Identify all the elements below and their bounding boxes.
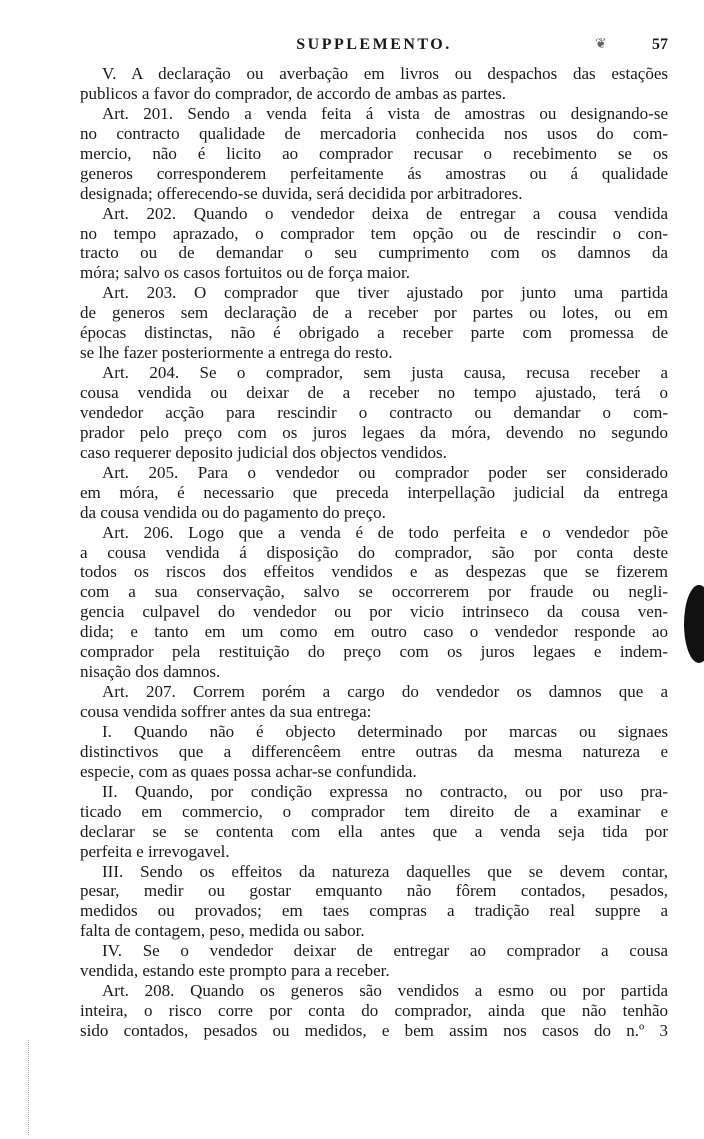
text-line: perfeita e irrevogavel. [80, 841, 230, 861]
text-line: falta de contagem, peso, medida ou sabor. [80, 921, 365, 941]
text-line: medidos ou provados; em taes compras a tradição real suppre a [80, 901, 668, 921]
text-line: Art. 205. Para o vendedor ou comprador poder ser considerado [102, 462, 668, 482]
text-line: épocas distinctas, não é obrigado a receber parte com promessa de [80, 323, 668, 343]
text-line: mercio, não é licito ao comprador recusar o recebimento se os [80, 143, 668, 163]
paragraph [80, 463, 668, 523]
text-line: Art. 204. Se o comprador, sem justa causa, recusa receber a [102, 363, 668, 383]
text-line: em móra, é necessario que preceda interpellação judicial da entrega [80, 482, 668, 502]
paragraph [80, 363, 668, 463]
page-number: 57 [652, 36, 668, 53]
text-line: se lhe fazer posteriormente a entrega do resto. [80, 343, 393, 363]
text-line: da cousa vendida ou do pagamento do preço. [80, 502, 386, 522]
text-line: especie, com as quaes possa achar-se confundida. [80, 761, 417, 781]
text-line: móra; salvo os casos fortuitos ou de força maior. [80, 263, 411, 283]
text-line: caso requerer deposito judicial dos objectos vendidos. [80, 442, 447, 462]
text-line: pesar, medir ou gostar emquanto não fôrem contados, pesados, [80, 881, 668, 901]
text-line: Art. 207. Correm porém a cargo do vendedor os damnos que a [102, 682, 668, 702]
text-line: dida; e tanto em um como em outro caso o vendedor responde ao [80, 622, 668, 642]
paragraph [80, 104, 668, 204]
text-line: ticado em commercio, o comprador tem direito de a examinar e [80, 801, 668, 821]
text-line: I. Quando não é objecto determinado por marcas ou signaes [102, 721, 668, 741]
text-line: designada; offerecendo-se duvida, será decidida por arbitradores. [80, 183, 523, 203]
text-line: a cousa vendida á disposição do comprador, são por conta deste [80, 542, 668, 562]
text-line: cousa vendida ou deixar de a receber no tempo ajustado, terá o [80, 383, 668, 402]
text-line: comprador pela restituição do preço com os juros legaes e indem- [80, 642, 668, 662]
text-line: generos corresponderem perfeitamente ás amostras ou á qualidade [80, 163, 668, 183]
page-header [80, 36, 668, 58]
text-line: de generos sem declaração de a receber por partes ou lotes, ou em [80, 303, 668, 323]
text-line: no tempo aprazado, o comprador tem opção ou de rescindir o con- [80, 223, 668, 243]
text-line: tracto ou de demandar o seu cumprimento com os damnos da [80, 243, 668, 263]
text-line: IV. Se o vendedor deixar de entregar ao comprador a cousa [102, 941, 668, 961]
paragraph [80, 981, 668, 1041]
paragraph [80, 64, 668, 104]
text-line: Art. 201. Sendo a venda feita á vista de amostras ou designando-se [102, 103, 668, 123]
text-line: sido contados, pesados ou medidos, e bem assim nos casos do n.º 3 [80, 1021, 668, 1040]
running-title: SUPPLEMENTO. [296, 36, 452, 53]
text-line: publicos a favor do comprador, de accordo de ambas as partes. [80, 83, 507, 103]
text-line: prador pelo preço com os juros legaes da móra, devendo no segundo [80, 422, 668, 442]
text-line: cousa vendida soffrer antes da sua entrega: [80, 702, 372, 721]
text-line: Art. 208. Quando os generos são vendidos a esmo ou por partida [102, 981, 668, 1001]
text-line: distinctivos que a differencêem entre outras da mesma natureza e [80, 741, 668, 761]
text-line: vendida, estando este prompto para a receber. [80, 961, 390, 981]
ink-blot [684, 585, 704, 663]
ornament-mark: ❦ [595, 37, 607, 52]
paragraph [80, 682, 668, 722]
text-line: vendedor acção para rescindir o contracto ou demandar o com- [80, 402, 668, 422]
text-line: Art. 203. O comprador que tiver ajustado por junto uma partida [102, 283, 668, 303]
text-line: todos os riscos dos effeitos vendidos e as despezas que se fizerem [80, 562, 668, 582]
text-line: III. Sendo os effeitos da natureza daquelles que se devem contar, [102, 861, 668, 881]
margin-specks [28, 1040, 31, 1135]
paragraph [80, 782, 668, 862]
text-line: nisação dos damnos. [80, 662, 221, 682]
paragraph [80, 941, 668, 981]
text-line: no contracto qualidade de mercadoria conhecida nos usos do com- [80, 123, 668, 143]
paragraph [80, 722, 668, 782]
text-line: V. A declaração ou averbação em livros ou despachos das estações [102, 64, 668, 83]
text-line: declarar se se contenta com ella antes que a venda seja tida por [80, 821, 668, 841]
text-line: inteira, o risco corre por conta do comprador, ainda que não tenhão [80, 1001, 668, 1021]
paragraph [80, 283, 668, 363]
text-line: Art. 206. Logo que a venda é de todo perfeita e o vendedor põe [102, 522, 668, 542]
text-line: com a sua conservação, salvo se occorrerem por fraude ou negli- [80, 582, 668, 602]
text-line: II. Quando, por condição expressa no contracto, ou por uso pra- [102, 781, 668, 801]
text-line: gencia culpavel do vendedor ou por vicio intrinseco da cousa ven- [80, 602, 668, 622]
paragraph [80, 204, 668, 284]
paragraph [80, 862, 668, 942]
text-line: Art. 202. Quando o vendedor deixa de entregar a cousa vendida [102, 203, 668, 223]
paragraph [80, 523, 668, 683]
body-text [80, 64, 668, 1041]
